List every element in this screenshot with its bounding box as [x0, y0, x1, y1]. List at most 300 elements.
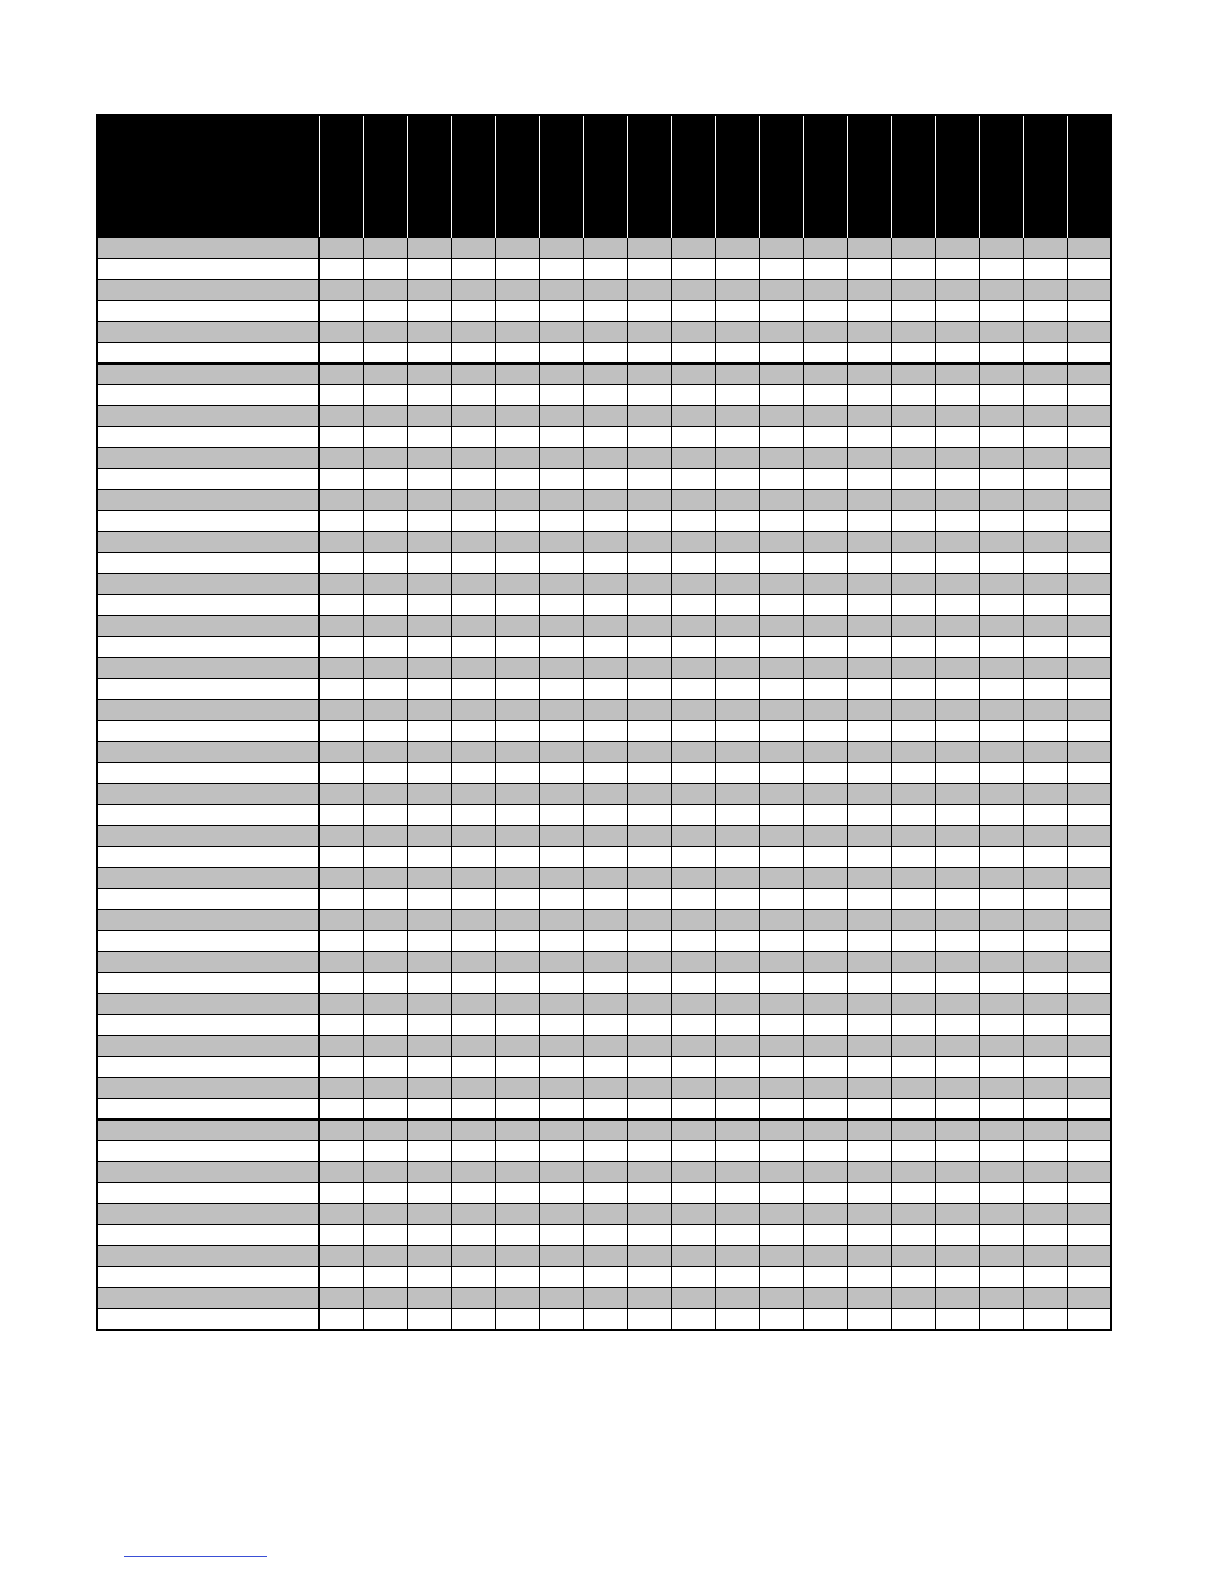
mark-cell[interactable]	[935, 826, 979, 847]
mark-cell[interactable]	[495, 1120, 539, 1141]
mark-cell[interactable]	[583, 658, 627, 679]
name-cell[interactable]	[97, 1309, 319, 1330]
mark-cell[interactable]	[847, 658, 891, 679]
mark-cell[interactable]	[935, 385, 979, 406]
mark-cell[interactable]	[627, 994, 671, 1015]
mark-cell[interactable]	[671, 259, 715, 280]
mark-cell[interactable]	[583, 721, 627, 742]
mark-cell[interactable]	[363, 1267, 407, 1288]
mark-cell[interactable]	[891, 1183, 935, 1204]
mark-cell[interactable]	[803, 616, 847, 637]
mark-cell[interactable]	[759, 1057, 803, 1078]
mark-cell[interactable]	[979, 1078, 1023, 1099]
mark-cell[interactable]	[891, 364, 935, 385]
mark-cell[interactable]	[1023, 1015, 1067, 1036]
mark-cell[interactable]	[979, 931, 1023, 952]
mark-cell[interactable]	[715, 742, 759, 763]
mark-cell[interactable]	[935, 532, 979, 553]
mark-cell[interactable]	[495, 1288, 539, 1309]
name-cell[interactable]	[97, 595, 319, 616]
mark-cell[interactable]	[407, 805, 451, 826]
mark-cell[interactable]	[891, 1204, 935, 1225]
mark-cell[interactable]	[627, 679, 671, 700]
mark-cell[interactable]	[803, 1036, 847, 1057]
mark-cell[interactable]	[495, 889, 539, 910]
mark-cell[interactable]	[935, 595, 979, 616]
mark-cell[interactable]	[1067, 1162, 1111, 1183]
mark-cell[interactable]	[319, 763, 363, 784]
mark-cell[interactable]	[363, 322, 407, 343]
mark-cell[interactable]	[583, 259, 627, 280]
mark-cell[interactable]	[319, 595, 363, 616]
mark-cell[interactable]	[319, 952, 363, 973]
mark-cell[interactable]	[495, 721, 539, 742]
mark-cell[interactable]	[979, 742, 1023, 763]
mark-cell[interactable]	[891, 322, 935, 343]
mark-cell[interactable]	[935, 469, 979, 490]
mark-cell[interactable]	[803, 1183, 847, 1204]
mark-cell[interactable]	[671, 1057, 715, 1078]
mark-cell[interactable]	[759, 658, 803, 679]
mark-cell[interactable]	[979, 763, 1023, 784]
mark-cell[interactable]	[407, 490, 451, 511]
mark-cell[interactable]	[803, 406, 847, 427]
name-cell[interactable]	[97, 469, 319, 490]
mark-cell[interactable]	[935, 511, 979, 532]
mark-cell[interactable]	[1023, 280, 1067, 301]
mark-cell[interactable]	[1067, 805, 1111, 826]
mark-cell[interactable]	[627, 784, 671, 805]
mark-cell[interactable]	[803, 532, 847, 553]
mark-cell[interactable]	[759, 238, 803, 259]
mark-cell[interactable]	[759, 385, 803, 406]
mark-cell[interactable]	[627, 742, 671, 763]
mark-cell[interactable]	[891, 490, 935, 511]
mark-cell[interactable]	[319, 1099, 363, 1120]
mark-cell[interactable]	[847, 826, 891, 847]
mark-cell[interactable]	[979, 1057, 1023, 1078]
mark-cell[interactable]	[1023, 1225, 1067, 1246]
mark-cell[interactable]	[759, 574, 803, 595]
mark-cell[interactable]	[847, 1225, 891, 1246]
mark-cell[interactable]	[759, 763, 803, 784]
mark-cell[interactable]	[627, 1015, 671, 1036]
mark-cell[interactable]	[847, 847, 891, 868]
mark-cell[interactable]	[583, 385, 627, 406]
mark-cell[interactable]	[759, 553, 803, 574]
mark-cell[interactable]	[495, 448, 539, 469]
name-cell[interactable]	[97, 364, 319, 385]
mark-cell[interactable]	[1067, 658, 1111, 679]
mark-cell[interactable]	[803, 742, 847, 763]
mark-cell[interactable]	[319, 511, 363, 532]
mark-cell[interactable]	[671, 1204, 715, 1225]
mark-cell[interactable]	[715, 700, 759, 721]
mark-cell[interactable]	[627, 322, 671, 343]
mark-cell[interactable]	[495, 1015, 539, 1036]
mark-cell[interactable]	[627, 511, 671, 532]
mark-cell[interactable]	[803, 637, 847, 658]
mark-cell[interactable]	[935, 637, 979, 658]
mark-cell[interactable]	[627, 1162, 671, 1183]
mark-cell[interactable]	[715, 343, 759, 364]
mark-cell[interactable]	[1067, 1246, 1111, 1267]
mark-cell[interactable]	[363, 574, 407, 595]
mark-cell[interactable]	[979, 910, 1023, 931]
mark-cell[interactable]	[319, 322, 363, 343]
mark-cell[interactable]	[803, 595, 847, 616]
mark-cell[interactable]	[627, 637, 671, 658]
mark-cell[interactable]	[627, 763, 671, 784]
mark-cell[interactable]	[583, 343, 627, 364]
mark-cell[interactable]	[1067, 784, 1111, 805]
mark-cell[interactable]	[759, 910, 803, 931]
mark-cell[interactable]	[539, 1183, 583, 1204]
mark-cell[interactable]	[1023, 511, 1067, 532]
name-cell[interactable]	[97, 742, 319, 763]
mark-cell[interactable]	[407, 721, 451, 742]
mark-cell[interactable]	[979, 448, 1023, 469]
mark-cell[interactable]	[363, 532, 407, 553]
mark-cell[interactable]	[1023, 469, 1067, 490]
mark-cell[interactable]	[451, 385, 495, 406]
mark-cell[interactable]	[319, 910, 363, 931]
mark-cell[interactable]	[759, 952, 803, 973]
mark-cell[interactable]	[891, 1120, 935, 1141]
mark-cell[interactable]	[451, 805, 495, 826]
mark-cell[interactable]	[759, 1309, 803, 1330]
mark-cell[interactable]	[363, 889, 407, 910]
mark-cell[interactable]	[671, 1183, 715, 1204]
mark-cell[interactable]	[847, 994, 891, 1015]
mark-cell[interactable]	[363, 1057, 407, 1078]
mark-cell[interactable]	[319, 868, 363, 889]
mark-cell[interactable]	[803, 763, 847, 784]
mark-cell[interactable]	[1067, 511, 1111, 532]
mark-cell[interactable]	[319, 616, 363, 637]
name-cell[interactable]	[97, 805, 319, 826]
name-cell[interactable]	[97, 1246, 319, 1267]
mark-cell[interactable]	[539, 637, 583, 658]
mark-cell[interactable]	[495, 910, 539, 931]
mark-cell[interactable]	[363, 805, 407, 826]
mark-cell[interactable]	[935, 616, 979, 637]
mark-cell[interactable]	[363, 469, 407, 490]
name-cell[interactable]	[97, 616, 319, 637]
mark-cell[interactable]	[407, 1225, 451, 1246]
mark-cell[interactable]	[847, 469, 891, 490]
mark-cell[interactable]	[495, 343, 539, 364]
mark-cell[interactable]	[847, 1246, 891, 1267]
mark-cell[interactable]	[715, 1183, 759, 1204]
mark-cell[interactable]	[363, 595, 407, 616]
mark-cell[interactable]	[715, 910, 759, 931]
mark-cell[interactable]	[407, 553, 451, 574]
mark-cell[interactable]	[671, 490, 715, 511]
mark-cell[interactable]	[715, 532, 759, 553]
mark-cell[interactable]	[715, 1204, 759, 1225]
mark-cell[interactable]	[715, 574, 759, 595]
mark-cell[interactable]	[539, 406, 583, 427]
mark-cell[interactable]	[847, 448, 891, 469]
mark-cell[interactable]	[1067, 574, 1111, 595]
mark-cell[interactable]	[1023, 259, 1067, 280]
mark-cell[interactable]	[935, 1057, 979, 1078]
mark-cell[interactable]	[627, 910, 671, 931]
mark-cell[interactable]	[627, 280, 671, 301]
mark-cell[interactable]	[1023, 343, 1067, 364]
mark-cell[interactable]	[803, 364, 847, 385]
mark-cell[interactable]	[583, 637, 627, 658]
mark-cell[interactable]	[495, 973, 539, 994]
mark-cell[interactable]	[1023, 1036, 1067, 1057]
name-cell[interactable]	[97, 1099, 319, 1120]
mark-cell[interactable]	[803, 931, 847, 952]
mark-cell[interactable]	[451, 742, 495, 763]
mark-cell[interactable]	[671, 301, 715, 322]
mark-cell[interactable]	[495, 637, 539, 658]
mark-cell[interactable]	[715, 1099, 759, 1120]
mark-cell[interactable]	[935, 868, 979, 889]
mark-cell[interactable]	[495, 301, 539, 322]
mark-cell[interactable]	[671, 763, 715, 784]
mark-cell[interactable]	[495, 532, 539, 553]
mark-cell[interactable]	[671, 721, 715, 742]
mark-cell[interactable]	[627, 385, 671, 406]
mark-cell[interactable]	[363, 616, 407, 637]
mark-cell[interactable]	[671, 1288, 715, 1309]
mark-cell[interactable]	[363, 1162, 407, 1183]
mark-cell[interactable]	[935, 1204, 979, 1225]
mark-cell[interactable]	[671, 343, 715, 364]
name-cell[interactable]	[97, 1141, 319, 1162]
mark-cell[interactable]	[319, 1141, 363, 1162]
mark-cell[interactable]	[363, 343, 407, 364]
mark-cell[interactable]	[715, 1225, 759, 1246]
mark-cell[interactable]	[319, 448, 363, 469]
mark-cell[interactable]	[715, 1120, 759, 1141]
mark-cell[interactable]	[539, 280, 583, 301]
mark-cell[interactable]	[1067, 364, 1111, 385]
mark-cell[interactable]	[451, 763, 495, 784]
mark-cell[interactable]	[759, 1267, 803, 1288]
mark-cell[interactable]	[1023, 805, 1067, 826]
mark-cell[interactable]	[451, 532, 495, 553]
mark-cell[interactable]	[935, 1015, 979, 1036]
mark-cell[interactable]	[847, 763, 891, 784]
mark-cell[interactable]	[1023, 1141, 1067, 1162]
mark-cell[interactable]	[319, 1267, 363, 1288]
mark-cell[interactable]	[979, 1246, 1023, 1267]
mark-cell[interactable]	[891, 469, 935, 490]
mark-cell[interactable]	[451, 490, 495, 511]
mark-cell[interactable]	[759, 1288, 803, 1309]
name-cell[interactable]	[97, 511, 319, 532]
mark-cell[interactable]	[715, 721, 759, 742]
mark-cell[interactable]	[1067, 406, 1111, 427]
mark-cell[interactable]	[935, 847, 979, 868]
mark-cell[interactable]	[891, 1099, 935, 1120]
mark-cell[interactable]	[1067, 952, 1111, 973]
mark-cell[interactable]	[803, 784, 847, 805]
mark-cell[interactable]	[407, 1099, 451, 1120]
mark-cell[interactable]	[935, 700, 979, 721]
mark-cell[interactable]	[495, 1141, 539, 1162]
mark-cell[interactable]	[1023, 1057, 1067, 1078]
mark-cell[interactable]	[979, 469, 1023, 490]
mark-cell[interactable]	[715, 553, 759, 574]
mark-cell[interactable]	[407, 679, 451, 700]
mark-cell[interactable]	[847, 1309, 891, 1330]
mark-cell[interactable]	[715, 1288, 759, 1309]
mark-cell[interactable]	[935, 1183, 979, 1204]
mark-cell[interactable]	[803, 1057, 847, 1078]
mark-cell[interactable]	[495, 826, 539, 847]
mark-cell[interactable]	[407, 658, 451, 679]
mark-cell[interactable]	[627, 574, 671, 595]
mark-cell[interactable]	[715, 763, 759, 784]
mark-cell[interactable]	[627, 616, 671, 637]
mark-cell[interactable]	[407, 1246, 451, 1267]
mark-cell[interactable]	[759, 1183, 803, 1204]
mark-cell[interactable]	[319, 1078, 363, 1099]
mark-cell[interactable]	[363, 658, 407, 679]
mark-cell[interactable]	[451, 847, 495, 868]
mark-cell[interactable]	[627, 1141, 671, 1162]
mark-cell[interactable]	[495, 763, 539, 784]
mark-cell[interactable]	[451, 1057, 495, 1078]
mark-cell[interactable]	[891, 427, 935, 448]
mark-cell[interactable]	[759, 280, 803, 301]
mark-cell[interactable]	[935, 238, 979, 259]
mark-cell[interactable]	[935, 910, 979, 931]
mark-cell[interactable]	[583, 847, 627, 868]
mark-cell[interactable]	[891, 952, 935, 973]
mark-cell[interactable]	[759, 847, 803, 868]
mark-cell[interactable]	[803, 1309, 847, 1330]
mark-cell[interactable]	[583, 511, 627, 532]
mark-cell[interactable]	[407, 952, 451, 973]
mark-cell[interactable]	[451, 1078, 495, 1099]
mark-cell[interactable]	[539, 301, 583, 322]
mark-cell[interactable]	[583, 1267, 627, 1288]
mark-cell[interactable]	[319, 931, 363, 952]
mark-cell[interactable]	[935, 322, 979, 343]
mark-cell[interactable]	[451, 301, 495, 322]
mark-cell[interactable]	[495, 952, 539, 973]
mark-cell[interactable]	[803, 889, 847, 910]
mark-cell[interactable]	[583, 595, 627, 616]
mark-cell[interactable]	[1067, 1204, 1111, 1225]
mark-cell[interactable]	[583, 1183, 627, 1204]
mark-cell[interactable]	[319, 427, 363, 448]
mark-cell[interactable]	[363, 511, 407, 532]
mark-cell[interactable]	[715, 490, 759, 511]
mark-cell[interactable]	[979, 1267, 1023, 1288]
mark-cell[interactable]	[935, 1099, 979, 1120]
mark-cell[interactable]	[319, 805, 363, 826]
mark-cell[interactable]	[451, 280, 495, 301]
mark-cell[interactable]	[627, 595, 671, 616]
name-cell[interactable]	[97, 637, 319, 658]
mark-cell[interactable]	[759, 511, 803, 532]
mark-cell[interactable]	[979, 574, 1023, 595]
mark-cell[interactable]	[847, 511, 891, 532]
mark-cell[interactable]	[715, 364, 759, 385]
name-cell[interactable]	[97, 826, 319, 847]
mark-cell[interactable]	[1067, 427, 1111, 448]
mark-cell[interactable]	[979, 259, 1023, 280]
mark-cell[interactable]	[847, 322, 891, 343]
mark-cell[interactable]	[803, 259, 847, 280]
mark-cell[interactable]	[363, 490, 407, 511]
mark-cell[interactable]	[539, 1036, 583, 1057]
mark-cell[interactable]	[847, 1015, 891, 1036]
mark-cell[interactable]	[891, 1309, 935, 1330]
mark-cell[interactable]	[891, 532, 935, 553]
mark-cell[interactable]	[495, 469, 539, 490]
mark-cell[interactable]	[1023, 637, 1067, 658]
name-cell[interactable]	[97, 322, 319, 343]
mark-cell[interactable]	[671, 1099, 715, 1120]
mark-cell[interactable]	[979, 889, 1023, 910]
name-cell[interactable]	[97, 658, 319, 679]
mark-cell[interactable]	[627, 301, 671, 322]
mark-cell[interactable]	[979, 1288, 1023, 1309]
mark-cell[interactable]	[803, 385, 847, 406]
mark-cell[interactable]	[715, 1141, 759, 1162]
name-cell[interactable]	[97, 406, 319, 427]
mark-cell[interactable]	[363, 973, 407, 994]
mark-cell[interactable]	[671, 574, 715, 595]
mark-cell[interactable]	[715, 385, 759, 406]
mark-cell[interactable]	[1067, 1141, 1111, 1162]
mark-cell[interactable]	[495, 616, 539, 637]
mark-cell[interactable]	[891, 574, 935, 595]
mark-cell[interactable]	[979, 301, 1023, 322]
mark-cell[interactable]	[539, 1120, 583, 1141]
mark-cell[interactable]	[671, 784, 715, 805]
mark-cell[interactable]	[583, 1057, 627, 1078]
mark-cell[interactable]	[583, 805, 627, 826]
mark-cell[interactable]	[979, 826, 1023, 847]
name-cell[interactable]	[97, 385, 319, 406]
mark-cell[interactable]	[671, 1015, 715, 1036]
mark-cell[interactable]	[891, 448, 935, 469]
mark-cell[interactable]	[847, 700, 891, 721]
mark-cell[interactable]	[935, 1309, 979, 1330]
mark-cell[interactable]	[495, 784, 539, 805]
mark-cell[interactable]	[363, 763, 407, 784]
mark-cell[interactable]	[495, 1078, 539, 1099]
mark-cell[interactable]	[935, 952, 979, 973]
mark-cell[interactable]	[451, 679, 495, 700]
mark-cell[interactable]	[891, 301, 935, 322]
mark-cell[interactable]	[539, 658, 583, 679]
mark-cell[interactable]	[451, 721, 495, 742]
mark-cell[interactable]	[759, 868, 803, 889]
mark-cell[interactable]	[979, 511, 1023, 532]
mark-cell[interactable]	[803, 574, 847, 595]
mark-cell[interactable]	[583, 1036, 627, 1057]
mark-cell[interactable]	[583, 574, 627, 595]
mark-cell[interactable]	[363, 1204, 407, 1225]
mark-cell[interactable]	[1023, 385, 1067, 406]
mark-cell[interactable]	[759, 1225, 803, 1246]
mark-cell[interactable]	[671, 616, 715, 637]
mark-cell[interactable]	[759, 1036, 803, 1057]
mark-cell[interactable]	[539, 826, 583, 847]
